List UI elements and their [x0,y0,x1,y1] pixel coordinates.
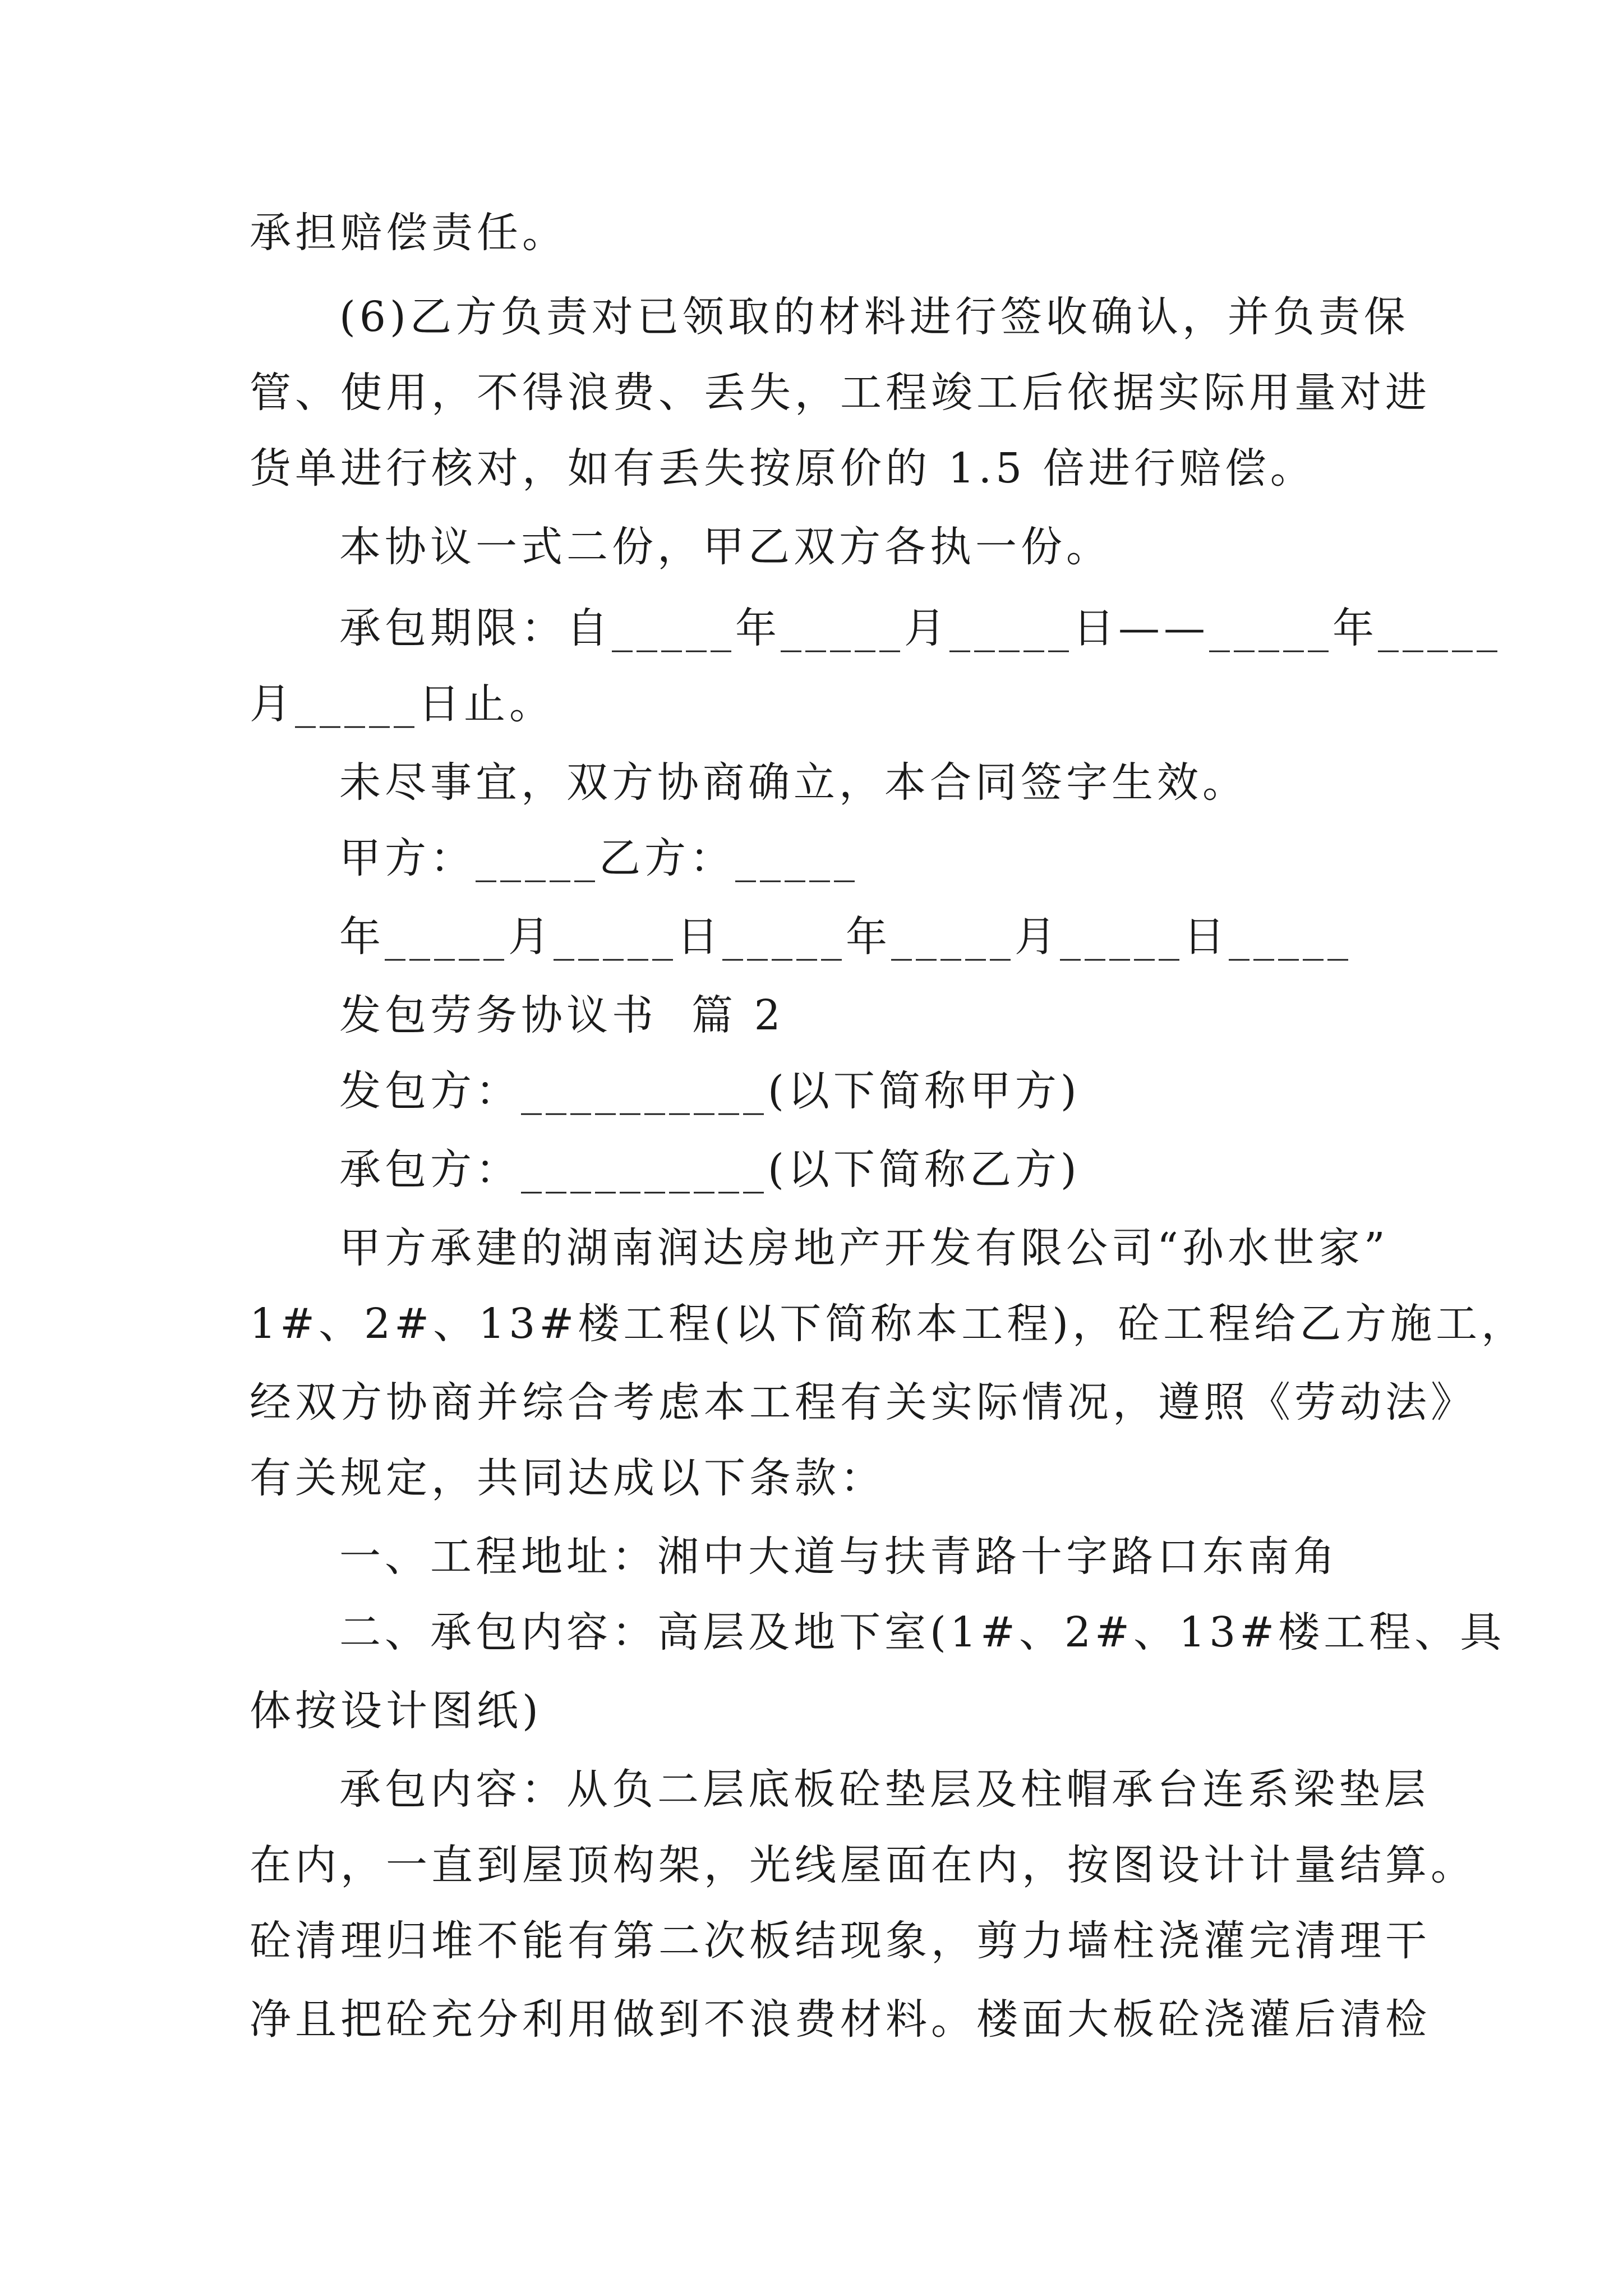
text-line: (6)乙方负责对已领取的材料进行签收确认，并负责保 [339,293,1409,341]
text-line: 有关规定，共同达成以下条款： [250,1454,886,1502]
text-line: 发包方：__________(以下简称甲方) [339,1067,1081,1115]
text-line: 甲方承建的湖南润达房地产开发有限公司“孙水世家” [339,1224,1389,1272]
text-line: 二、承包内容：高层及地下室(1#、2#、13#楼工程、具 [339,1608,1506,1657]
text-line: 经双方协商并综合考虑本工程有关实际情况，遵照《劳动法》 [250,1378,1476,1427]
signature-line: 甲方：_____乙方：_____ [339,834,859,882]
section-heading: 发包劳务协议书 篇 2 [339,991,785,1039]
text-line: 承担赔偿责任。 [250,209,568,257]
text-line: 在内，一直到屋顶构架，光线屋面在内，按图设计计量结算。 [250,1841,1476,1889]
date-line: 年_____月_____日_____年_____月_____日_____ [339,913,1352,961]
text-line: 一、工程地址：湘中大道与扶青路十字路口东南角 [339,1533,1339,1581]
text-line: 1#、2#、13#楼工程(以下简称本工程)，砼工程给乙方施工， [250,1300,1527,1348]
text-line: 承包内容：从负二层底板砼垫层及柱帽承台连系梁垫层 [339,1765,1430,1814]
text-line: 承包方：__________(以下简称乙方) [339,1145,1081,1194]
text-line: 月_____日止。 [250,680,555,728]
text-line: 净且把砼充分利用做到不浪费材料。楼面大板砼浇灌后清检 [250,1995,1431,2044]
text-line: 承包期限：自_____年_____月_____日——_____年_____ [339,604,1501,652]
text-line: 管、使用，不得浪费、丢失，工程竣工后依据实际用量对进 [250,369,1431,417]
text-line: 货单进行核对，如有丢失按原价的 1.5 倍进行赔偿。 [250,444,1316,493]
text-line: 砼清理归堆不能有第二次板结现象，剪力墙柱浇灌完清理干 [250,1917,1431,1965]
text-line: 未尽事宜，双方协商确立，本合同签字生效。 [339,758,1248,807]
text-line: 体按设计图纸) [250,1687,542,1735]
text-line: 本协议一式二份，甲乙双方各执一份。 [339,523,1112,571]
